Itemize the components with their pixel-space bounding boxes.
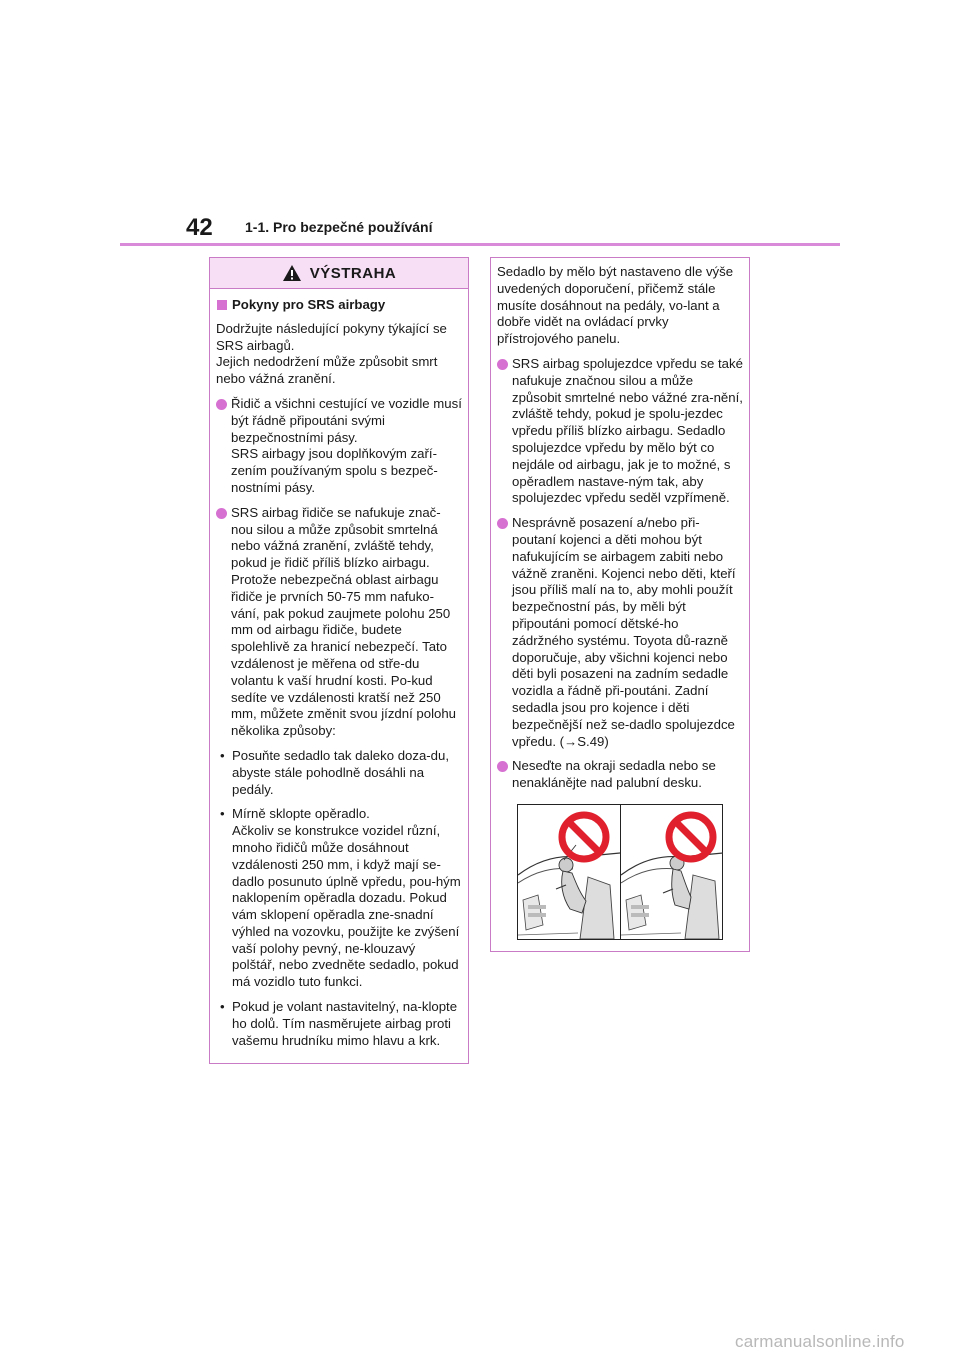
warning-triangle-icon: [282, 264, 302, 282]
list-item: [216, 806, 462, 991]
dash-text: Mírně sklopte opěradlo.: [232, 806, 370, 822]
illustration-panel-edge-sitting: [620, 805, 723, 939]
dash-bullet: •: [220, 806, 225, 822]
watermark: carmanualsonline.info: [735, 1332, 905, 1351]
dash-text: Pokud je volant nastavitelný, na-klopte ho dolů. Tím nasměrujete airbag proti vašemu hrudníku mimo hlavu a krk.: [232, 999, 458, 1048]
circle-bullet-icon: [497, 761, 508, 772]
bullet-text: Nesprávně posazení a/nebo při-poutaní kojenci a děti mohou být nafukujícím se airbagem zabiti nebo vážně zraněni. Kojenci nebo děti, kteří jsou příliš malí na to, aby mohli použít bezpečnostní pás, by měli být připoutáni pomocí dětské-ho zádržného systému. Toyota dů-razně doporučuje, aby všichni kojenci nebo děti byli posazeni na zadním sedadle vozidla a řádně při-poutáni. Zadní sedadla jsou pro kojence i děti bezpečnější než se-dadlo spolujezdce vpředu. (→S.49): [512, 515, 736, 749]
bullet-text: Řidič a všichni cestující ve vozidle musí být řádně připoutáni svými bezpečnostními pásy.: [231, 395, 462, 445]
continued-content: [491, 258, 749, 940]
dash-text: Ačkoliv se konstrukce vozidel různí, mnoho řidičů může dosáhnout vzdálenosti 250 mm, i když mají se-dadlo posunuto úplně vpředu, pou-hým naklopením opěradla dozadu. Pokud vám sklopení opěradla zne-snadní výhled na vozovku, použijte ke zvýšení vaší polohy pevný, ne-klouzavý polštář, nebo zvedněte sedadlo, pokud má vozidlo tuto funkci.: [232, 823, 461, 990]
list-item: [497, 758, 743, 792]
warning-subheading: [216, 297, 462, 314]
intro-line: Jejich nedodržení může způsobit smrt nebo vážná zranění.: [216, 354, 438, 387]
dash-bullet: •: [220, 999, 225, 1015]
square-bullet-icon: [217, 300, 227, 310]
warning-content: [210, 289, 468, 1049]
list-item: [497, 356, 743, 507]
illustration: [517, 804, 723, 940]
intro-line: Dodržujte následující pokyny týkající se SRS airbagů.: [216, 320, 447, 353]
section-title: 1-1. Pro bezpečné používání: [245, 219, 433, 235]
dash-bullet: •: [220, 747, 225, 763]
continued-intro: Sedadlo by mělo být nastaveno dle výše uvedených doporučení, přičemž stále musíte dosáhnout na pedály, vo-lant a dobře vidět na ovládací prvky přístrojového panelu.: [497, 264, 734, 347]
list-item: [216, 999, 462, 1049]
continued-warning-box: [490, 257, 750, 952]
circle-bullet-icon: [497, 359, 508, 370]
circle-bullet-icon: [497, 518, 508, 529]
page-number: 42: [186, 214, 213, 241]
bullet-text: SRS airbag spolujezdce vpředu se také nafukuje značnou silou a může způsobit smrtelné nebo vážné zra-nění, zvláště tehdy, pokud je spolu-jezdec vpředu příliš blízko airbagu. Sedadlo spolujezdce vpředu by mělo být co nejdále od airbagu, jak je to možné, s opěradlem nastave-ným tak, aby spolujezdec vpředu seděl vzpřímeně.: [512, 355, 743, 506]
warning-title: VÝSTRAHA: [309, 264, 397, 282]
header-rule: [120, 243, 840, 246]
bullet-text: SRS airbag řidiče se nafukuje znač-nou silou a může způsobit smrtelná nebo vážná zranění, zvláště tehdy, pokud je řidič příliš blízko airbagu. Protože nebezpečná oblast airbagu řidiče je prvních 50-75 mm nafuko-vání, pak pokud zaujmete polohu 250 mm od airbagu řidiče, budete spolehlivě za hranicí nebezpečí. Tato vzdálenost je měřena od stře-du volantu k vaší hrudní kosti. Po-kud sedíte ve vzdálenosti kratší než 250 mm, můžete změnit svou jízdní polohu několika způsoby:: [231, 504, 457, 739]
circle-bullet-icon: [216, 508, 227, 519]
circle-bullet-icon: [216, 399, 227, 410]
warning-intro: [216, 321, 462, 388]
prohibition-sign-icon: [669, 815, 713, 859]
bullet-text: SRS airbagy jsou doplňkovým zaří-zením používaným spolu s bezpeč-nostními pásy.: [231, 446, 438, 495]
warning-box: [209, 257, 469, 1064]
bullet-text: Neseďte na okraji sedadla nebo se nenaklánějte nad palubní desku.: [512, 758, 716, 791]
list-item: [497, 515, 743, 750]
list-item: [216, 396, 462, 497]
prohibition-sign-icon: [562, 815, 606, 859]
illustration-panel-leaning: [518, 805, 620, 939]
list-item: [216, 748, 462, 798]
list-item: [216, 505, 462, 740]
subheading-text: Pokyny pro SRS airbagy: [232, 297, 386, 312]
warning-header: [210, 258, 468, 289]
dash-text: Posuňte sedadlo tak daleko doza-du, abyste stále pohodlně dosáhli na pedály.: [232, 747, 450, 797]
